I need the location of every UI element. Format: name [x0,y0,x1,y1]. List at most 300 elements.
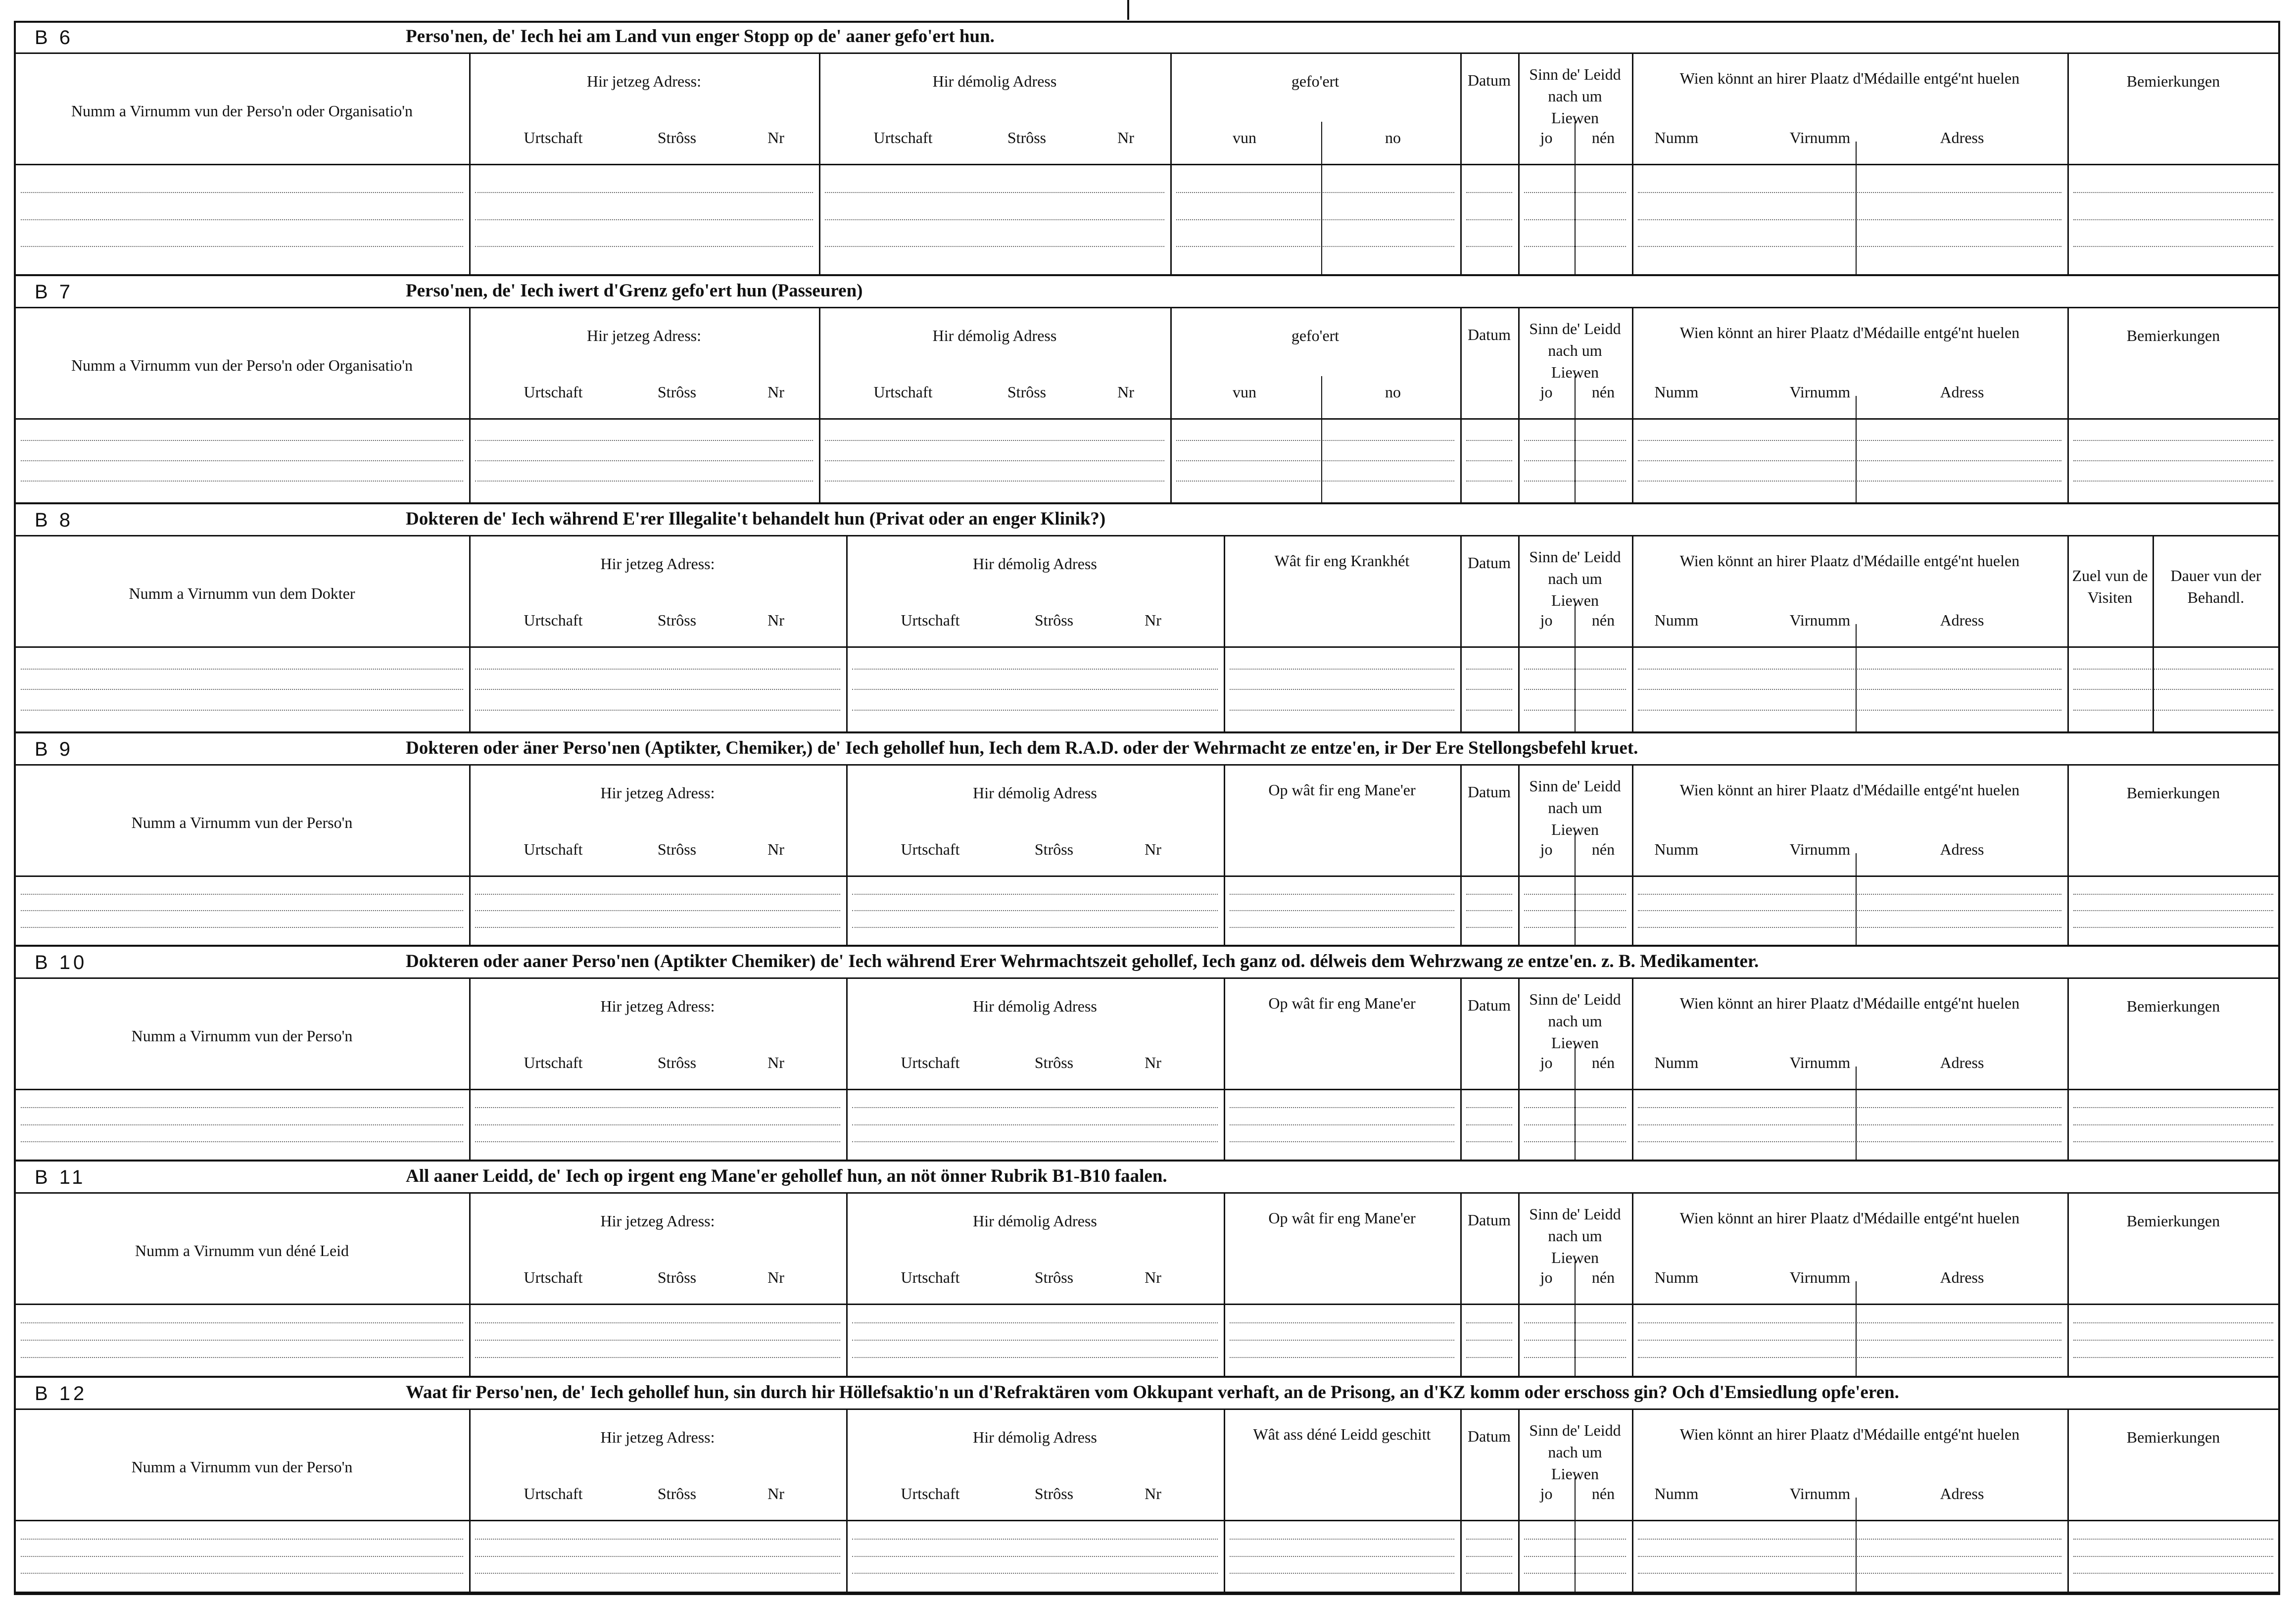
entry-line [852,1107,1218,1108]
entry-line [1638,460,2061,461]
entry-line [2073,894,2273,895]
entry-line [1466,460,1512,461]
former-address-town: Urtschaft [873,383,933,401]
medal-firstname: Virnumm [1789,1268,1851,1286]
entry-line [1638,910,2061,911]
alive-yes: jo [1540,129,1553,146]
duration-header: Dauer vun der Behandl. [2170,567,2261,606]
detail-header: Wât ass déné Leidd geschitt [1253,1425,1431,1443]
entry-line [1466,1340,1512,1341]
medal-address: Adress [1940,1268,1984,1286]
entry-line [1230,1124,1454,1125]
entry-line [825,219,1164,220]
entry-line [1466,910,1512,911]
entry-line [1524,1357,1626,1358]
detail-header: Op wât fir eng Mane'er [1268,781,1416,799]
name-column-header: Numm a Virnumm vun dem Dokter [129,584,355,602]
name-column-header: Numm a Virnumm vun der Perso'n oder Organisatio'n [71,356,413,374]
entry-line [1230,1556,1454,1557]
entry-line [1638,192,2061,193]
alive-yes: jo [1540,383,1553,401]
entry-line [825,460,1164,461]
entry-line [2073,1141,2273,1142]
entry-line [21,460,463,461]
former-address-header: Hir démolig Adress [973,784,1097,802]
entry-line [852,710,1218,711]
entry-line [1524,910,1626,911]
medal-name: Numm [1654,129,1699,146]
entry-line [1524,894,1626,895]
name-column-header: Numm a Virnumm vun déné Leid [135,1242,349,1260]
entry-line [475,1141,840,1142]
medal-address: Adress [1940,611,1984,629]
title-underline [15,764,2279,766]
entry-line [1230,910,1454,911]
medal-header: Wien könnt an hirer Plaatz d'Médaille entgé'nt huelen [1679,324,2020,341]
current-address-number: Nr [767,129,784,146]
entry-line [1466,927,1512,928]
entry-line [1466,1573,1512,1574]
entry-line [1230,710,1454,711]
current-address-number: Nr [767,611,784,629]
entry-line [21,710,463,711]
column-divider [1224,536,1225,731]
alive-header: Sinn de' Leidd nach um Liewen [1529,548,1621,609]
entry-line [475,669,840,670]
medal-divider [1856,1281,1857,1376]
entry-line [475,927,840,928]
section-b12 [15,1379,2279,1595]
alive-yes: jo [1540,1268,1553,1286]
entry-line [1638,440,2061,441]
medal-header: Wien könnt an hirer Plaatz d'Médaille entgé'nt huelen [1679,781,2020,799]
entry-line [1230,1340,1454,1341]
entry-line [852,1124,1218,1125]
entry-line [852,1539,1218,1540]
former-address-header: Hir démolig Adress [932,327,1057,344]
entry-line [852,894,1218,895]
medal-address: Adress [1940,383,1984,401]
entry-line [2073,689,2273,690]
current-address-town: Urtschaft [524,1268,583,1286]
entry-line [1230,927,1454,928]
former-address-street: Strôss [1034,1485,1074,1502]
medal-divider [1856,1498,1857,1592]
former-address-header: Hir démolig Adress [932,72,1057,90]
column-divider [1632,536,1633,731]
current-address-header: Hir jetzeg Adress: [600,997,715,1015]
entry-line [1524,927,1626,928]
entry-line [475,1124,840,1125]
current-address-street: Strôss [657,1268,697,1286]
alive-no: nén [1591,1485,1615,1502]
entry-line [2073,1556,2273,1557]
entry-line [1638,927,2061,928]
medal-name: Numm [1654,840,1699,858]
alive-header: Sinn de' Leidd nach um Liewen [1529,65,1621,127]
former-address-header: Hir démolig Adress [973,1428,1097,1446]
medal-address: Adress [1940,1485,1984,1502]
entry-line [21,1539,463,1540]
entry-line [1466,440,1512,441]
alive-no: nén [1591,611,1615,629]
section-id: B 11 [35,1166,86,1188]
former-address-town: Urtschaft [901,1054,960,1071]
entry-line [2073,192,2273,193]
entry-line [475,1556,840,1557]
entry-line [852,1556,1218,1557]
current-address-number: Nr [767,383,784,401]
medal-header: Wien könnt an hirer Plaatz d'Médaille entgé'nt huelen [1679,1209,2020,1227]
name-column-header: Numm a Virnumm vun der Perso'n [131,814,353,831]
entry-line [21,246,463,247]
section-title-row [15,277,2279,308]
alive-no: nén [1591,129,1615,146]
former-address-town: Urtschaft [901,611,960,629]
entry-line [1524,669,1626,670]
entry-line [852,1322,1218,1323]
section-title-row [15,948,2279,978]
entry-line [1638,1322,2061,1323]
entry-line [475,894,840,895]
entry-line [825,440,1164,441]
section-title: All aaner Leidd, de' Iech op irgent eng Mane'er gehollef hun, an nöt önner Rubrik B1-B10 faalen. [406,1166,1167,1186]
column-divider [1518,536,1520,731]
current-address-number: Nr [767,1268,784,1286]
entry-line [1638,1573,2061,1574]
former-address-header: Hir démolig Adress [973,997,1097,1015]
column-divider [1518,53,1520,274]
entry-line [1230,1322,1454,1323]
former-address-number: Nr [1145,611,1161,629]
alive-header: Sinn de' Leidd nach um Liewen [1529,777,1621,838]
entry-line [475,219,813,220]
entry-line [825,192,1164,193]
entry-line [21,1340,463,1341]
entry-line [21,1141,463,1142]
entry-line [21,1107,463,1108]
header-bottom-line [15,1304,2279,1305]
alive-yes: jo [1540,1485,1553,1502]
entry-line [852,1357,1218,1358]
current-address-number: Nr [767,1054,784,1071]
section-bottom-line [15,1376,2279,1378]
entry-line [1466,894,1512,895]
date-header: Datum [1467,71,1511,89]
date-header: Datum [1467,783,1511,801]
entry-line [852,1573,1218,1574]
entry-line [1638,1539,2061,1540]
entry-line [2073,910,2273,911]
entry-line [1524,246,1626,247]
medal-header: Wien könnt an hirer Plaatz d'Médaille entgé'nt huelen [1679,69,2020,87]
medal-header: Wien könnt an hirer Plaatz d'Médaille entgé'nt huelen [1679,994,2020,1012]
entry-line [21,440,463,441]
driven-to: no [1385,129,1401,146]
title-underline [15,52,2279,54]
entry-line [1230,1357,1454,1358]
title-underline [15,1192,2279,1194]
entry-line [21,481,463,482]
entry-line [1638,1124,2061,1125]
entry-line [825,481,1164,482]
former-address-number: Nr [1117,129,1134,146]
remarks-header: Bemierkungen [2126,784,2220,802]
section-title-row [15,1379,2279,1409]
title-underline [15,1408,2279,1410]
column-divider [1632,978,1633,1160]
entry-line [475,440,813,441]
entry-line [1176,460,1454,461]
entry-line [2073,1322,2273,1323]
current-address-town: Urtschaft [524,611,583,629]
section-b6 [15,23,2279,277]
top-tick-mark [1127,0,1129,20]
section-b11 [15,1163,2279,1379]
entry-line [1466,669,1512,670]
detail-header: Wât fir eng Krankhét [1274,552,1410,570]
entry-line [475,689,840,690]
entry-line [1176,192,1454,193]
entry-line [475,1539,840,1540]
entry-line [1466,1556,1512,1557]
entry-line [2073,1357,2273,1358]
driven-header: gefo'ert [1291,327,1339,344]
entry-line [1466,219,1512,220]
detail-header: Op wât fir eng Mane'er [1268,994,1416,1012]
entry-line [1638,219,2061,220]
entry-line [21,927,463,928]
former-address-town: Urtschaft [873,129,933,146]
section-id: B 10 [35,952,88,973]
entry-line [1638,710,2061,711]
entry-line [1230,1141,1454,1142]
entry-line [2073,246,2273,247]
gefoert-divider [1321,376,1322,502]
former-address-street: Strôss [1007,383,1047,401]
alive-no: nén [1591,383,1615,401]
column-divider [1224,1193,1225,1376]
entry-line [852,1340,1218,1341]
header-bottom-line [15,1089,2279,1090]
entry-line [1466,481,1512,482]
entry-line [1524,689,1626,690]
entry-line [1638,1357,2061,1358]
column-divider [1224,978,1225,1160]
entry-line [21,1322,463,1323]
entry-line [2073,460,2273,461]
entry-line [21,1573,463,1574]
entry-line [475,910,840,911]
section-bottom-line [15,1160,2279,1162]
former-address-header: Hir démolig Adress [973,555,1097,573]
entry-line [21,669,463,670]
current-address-number: Nr [767,1485,784,1502]
entry-line [1230,689,1454,690]
entry-line [475,710,840,711]
entry-line [2073,1107,2273,1108]
medal-name: Numm [1654,1268,1699,1286]
entry-line [1638,894,2061,895]
medal-firstname: Virnumm [1789,129,1851,146]
current-address-number: Nr [767,840,784,858]
entry-line [1230,669,1454,670]
former-address-town: Urtschaft [901,840,960,858]
medal-header: Wien könnt an hirer Plaatz d'Médaille entgé'nt huelen [1679,1425,2020,1443]
current-address-header: Hir jetzeg Adress: [600,784,715,802]
entry-line [475,1107,840,1108]
alive-yes: jo [1540,611,1553,629]
entry-line [1524,219,1626,220]
section-title: Perso'nen, de' Iech hei am Land vun enger Stopp op de' aaner gefo'ert hun. [406,26,995,47]
entry-line [1524,440,1626,441]
alive-header: Sinn de' Leidd nach um Liewen [1529,1421,1621,1483]
header-bottom-line [15,164,2279,165]
remarks-header: Bemierkungen [2126,72,2220,90]
entry-line [475,481,813,482]
title-underline [15,977,2279,979]
entry-line [1466,1141,1512,1142]
former-address-number: Nr [1145,1054,1161,1071]
driven-from: vun [1233,129,1256,146]
entry-line [1524,460,1626,461]
entry-line [852,1141,1218,1142]
entry-line [1466,1124,1512,1125]
entry-line [1638,1340,2061,1341]
entry-line [1524,192,1626,193]
current-address-header: Hir jetzeg Adress: [600,1212,715,1230]
section-b10 [15,948,2279,1163]
section-title-row [15,1163,2279,1193]
entry-line [21,1357,463,1358]
entry-line [1524,1539,1626,1540]
current-address-street: Strôss [657,840,697,858]
section-id: B 7 [35,281,74,303]
current-address-street: Strôss [657,383,697,401]
entry-line [1230,1539,1454,1540]
entry-line [21,910,463,911]
alive-yes: jo [1540,840,1553,858]
entry-line [852,910,1218,911]
section-id: B 6 [35,27,74,48]
gefoert-divider [1321,122,1322,274]
section-title: Waat fir Perso'nen, de' Iech gehollef hun, sin durch hir Höllefsaktio'n un d'Refraktären vom Okkupant verhaft, an de Prisong, an d'KZ komm oder erschoss gin? Och d'Emsiedlung opfe'eren. [406,1382,1899,1403]
entry-line [852,669,1218,670]
column-divider [1632,308,1633,502]
entry-line [2073,927,2273,928]
medal-name: Numm [1654,1054,1699,1071]
section-bottom-line [15,731,2279,733]
entry-line [1638,689,2061,690]
entry-line [1466,689,1512,690]
section-title-row [15,505,2279,536]
date-header: Datum [1467,554,1511,572]
current-address-town: Urtschaft [524,383,583,401]
column-divider [1224,765,1225,945]
entry-line [2073,219,2273,220]
detail-header: Op wât fir eng Mane'er [1268,1209,1416,1227]
entry-line [2073,1124,2273,1125]
medal-name: Numm [1654,611,1699,629]
entry-line [1176,219,1454,220]
medal-address: Adress [1940,129,1984,146]
former-address-street: Strôss [1034,611,1074,629]
entry-line [1524,1573,1626,1574]
section-title-row [15,23,2279,53]
current-address-street: Strôss [657,611,697,629]
entry-line [21,894,463,895]
date-header: Datum [1467,996,1511,1014]
entry-line [1524,1141,1626,1142]
remarks-header: Bemierkungen [2126,997,2220,1015]
alive-header: Sinn de' Leidd nach um Liewen [1529,1205,1621,1266]
header-bottom-line [15,646,2279,648]
entry-line [21,192,463,193]
entry-line [1176,481,1454,482]
medal-firstname: Virnumm [1789,611,1851,629]
alive-no: nén [1591,1268,1615,1286]
section-bottom-line [15,502,2279,504]
remarks-header: Bemierkungen [2126,1428,2220,1446]
current-address-header: Hir jetzeg Adress: [586,72,702,90]
entry-line [475,1357,840,1358]
column-divider [1632,765,1633,945]
alive-no: nén [1591,840,1615,858]
column-divider [1518,308,1520,502]
entry-line [1466,192,1512,193]
remarks-header: Bemierkungen [2126,327,2220,344]
medal-header: Wien könnt an hirer Plaatz d'Médaille entgé'nt huelen [1679,552,2020,570]
title-underline [15,535,2279,536]
section-b7 [15,277,2279,505]
section-title: Dokteren oder äner Perso'nen (Aptikter, Chemiker,) de' Iech gehollef hun, Iech dem R.A.D. oder der Wehrmacht ze entze'en, ir Der Ere Stellongsbefehl kruet. [406,738,1638,758]
column-divider [1632,53,1633,274]
former-address-town: Urtschaft [901,1485,960,1502]
section-title: Perso'nen, de' Iech iwert d'Grenz gefo'ert hun (Passeuren) [406,281,863,301]
former-address-street: Strôss [1007,129,1047,146]
name-column-header: Numm a Virnumm vun der Perso'n [131,1458,353,1476]
medal-divider [1856,624,1857,731]
current-address-header: Hir jetzeg Adress: [600,1428,715,1446]
entry-line [475,192,813,193]
current-address-header: Hir jetzeg Adress: [586,327,702,344]
section-bottom-line [15,274,2279,276]
entry-line [21,689,463,690]
section-title: Dokteren oder aaner Perso'nen (Aptikter Chemiker) de' Iech während Erer Wehrmachtszeit gehollef, Iech ganz od. délweis dem Wehrzwang ze entze'en. z. B. Medikamenter. [406,951,1759,971]
former-address-street: Strôss [1034,1054,1074,1071]
medal-name: Numm [1654,383,1699,401]
current-address-town: Urtschaft [524,1054,583,1071]
alive-yes: jo [1540,1054,1553,1071]
current-address-town: Urtschaft [524,129,583,146]
entry-line [1230,894,1454,895]
entry-line [1466,246,1512,247]
entry-line [1466,1322,1512,1323]
date-header: Datum [1467,326,1511,343]
alive-no: nén [1591,1054,1615,1071]
section-id: B 8 [35,509,74,531]
current-address-header: Hir jetzeg Adress: [600,555,715,573]
medal-firstname: Virnumm [1789,1485,1851,1502]
medal-name: Numm [1654,1485,1699,1502]
section-id: B 9 [35,738,74,760]
entry-line [2073,481,2273,482]
title-underline [15,307,2279,308]
driven-from: vun [1233,383,1256,401]
driven-to: no [1385,383,1401,401]
former-address-number: Nr [1145,1485,1161,1502]
entry-line [1466,1539,1512,1540]
